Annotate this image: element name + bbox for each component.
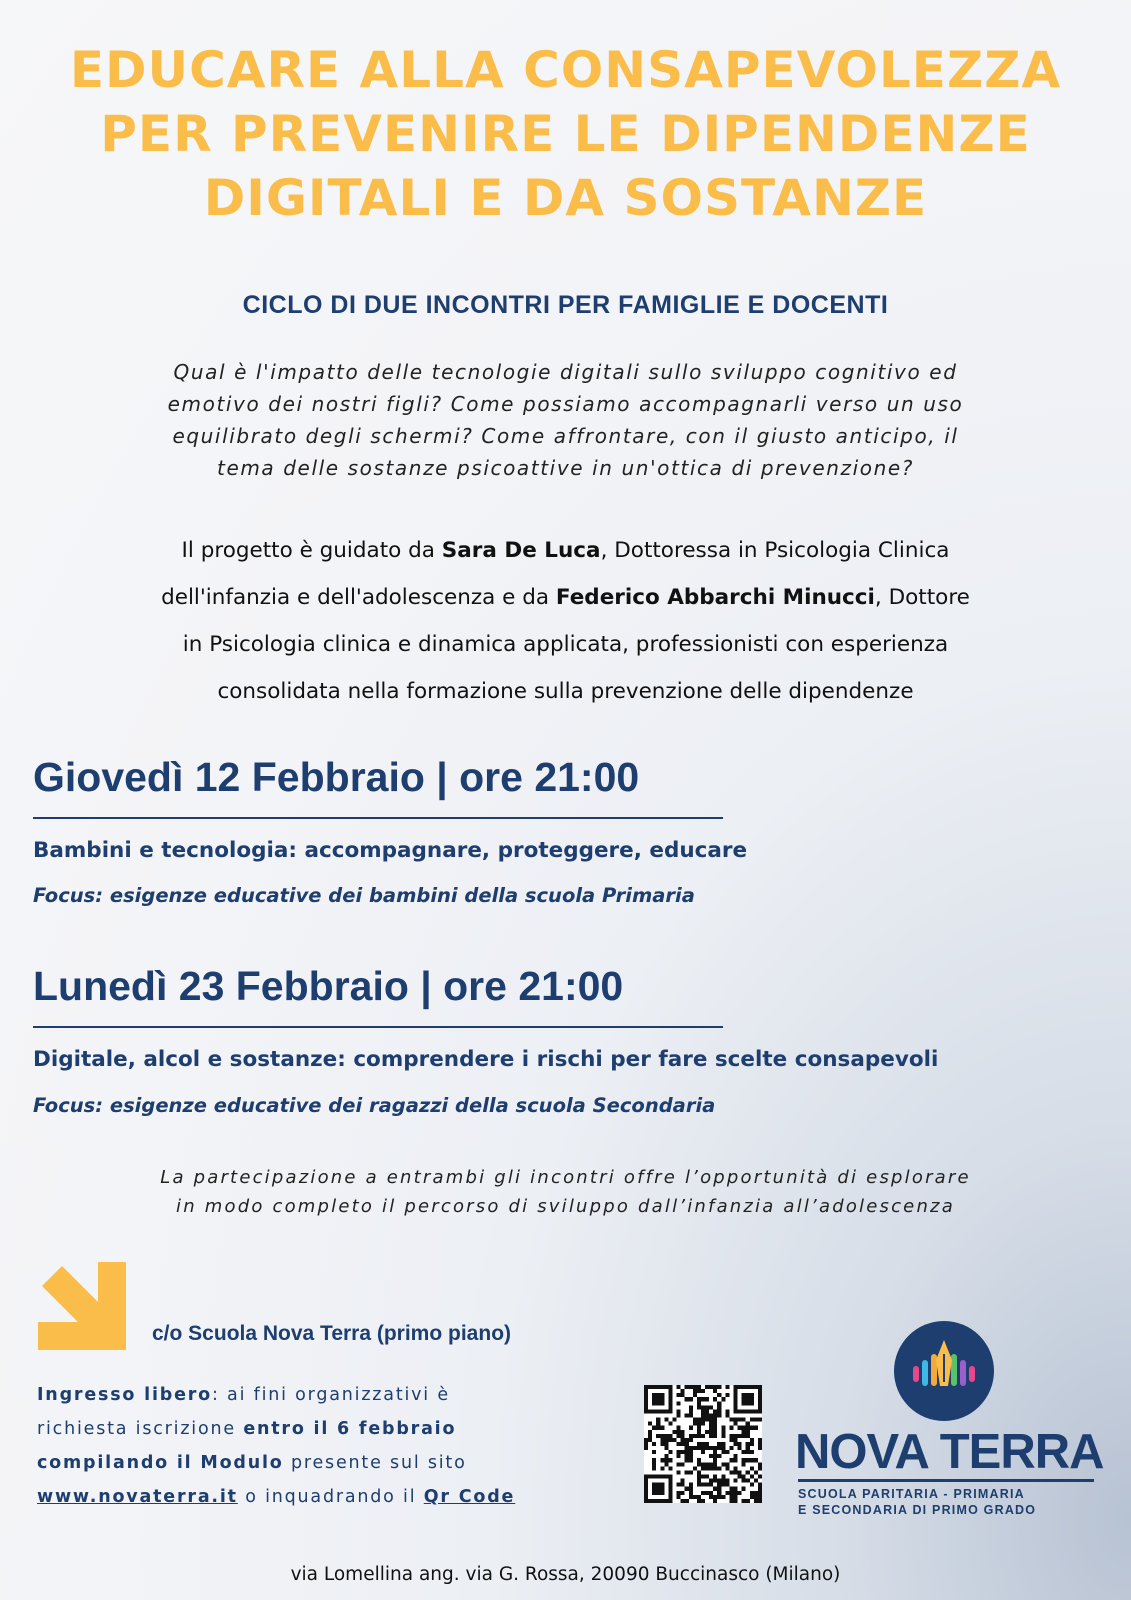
arrow-down-right-icon [38, 1262, 128, 1352]
registration-line-1 [37, 1378, 450, 1412]
address: via Lomellina ang. via G. Rossa, 20090 Buccinasco (Milano) [290, 1564, 841, 1585]
module-label: compilando il Modulo [37, 1453, 284, 1473]
question-line-2: emotivo dei nostri figli? Come possiamo accompagnarli verso un uso [167, 392, 964, 416]
registration-deadline: entro il 6 febbraio [243, 1419, 457, 1439]
presenters-line-1 [0, 527, 1131, 574]
registration-line-2 [37, 1412, 456, 1446]
event-2-title: Digitale, alcol e sostanze: comprendere i rischi per fare scelte consapevoli [33, 1047, 939, 1072]
logo-subtitle-line-2: E SECONDARIA DI PRIMO GRADO [798, 1503, 1037, 1517]
subtitle: CICLO DI DUE INCONTRI PER FAMIGLIE E DOCENTI [242, 291, 889, 319]
presenters-text: Il progetto è guidato da [181, 538, 442, 563]
poster-title-line-2: PER PREVENIRE LE DIPENDENZE [100, 105, 1031, 163]
registration-text: o inquadrando il [237, 1487, 424, 1507]
venue-name: c/o Scuola Nova Terra [152, 1322, 377, 1345]
qr-code-link[interactable]: Qr Code [423, 1487, 516, 1507]
registration-text: : ai fini organizzativi è [212, 1385, 450, 1405]
presenter-name-2: Federico Abbarchi Minucci [555, 585, 875, 610]
question-line-3: equilibrato degli schermi? Come affrontare, con il giusto anticipo, il [172, 424, 959, 448]
logo-subtitle-line-1 [798, 1486, 1025, 1502]
event-1-date: Giovedì 12 Febbraio | ore 21:00 [33, 754, 640, 800]
note-line-1: La partecipazione a entrambi gli incontri offre l’opportunità di esplorare [160, 1167, 971, 1188]
presenters-text: , Dottoressa in Psicologia Clinica [600, 538, 950, 563]
poster-title-line-1: EDUCARE ALLA CONSAPEVOLEZZA [69, 41, 1062, 99]
poster-title-line-3: DIGITALI E DA SOSTANZE [203, 169, 928, 227]
note-line-2: in modo completo il percorso di sviluppo dall’infanzia all’adolescenza [176, 1196, 955, 1217]
question-line-1: Qual è l'impatto delle tecnologie digitali sullo sviluppo cognitivo ed [173, 360, 958, 384]
registration-line-3 [37, 1446, 467, 1480]
qr-code-icon[interactable] [644, 1385, 762, 1503]
event-2-date: Lunedì 23 Febbraio | ore 21:00 [33, 963, 624, 1009]
registration-text: richiesta iscrizione [37, 1419, 244, 1439]
logo-name: NOVA TERRA [795, 1425, 1104, 1479]
logo-subtitle-text: SCUOLA PARITARIA - [798, 1487, 954, 1501]
presenters-text: , Dottore [874, 585, 970, 610]
event-1-title: Bambini e tecnologia: accompagnare, proteggere, educare [33, 838, 748, 863]
presenters-line-3: in Psicologia clinica e dinamica applicata, professionisti con esperienza [182, 632, 949, 657]
venue-line [152, 1322, 511, 1346]
logo-subtitle-primaria: PRIMARIA [953, 1487, 1025, 1501]
presenters-line-2 [0, 574, 1131, 621]
question-line-4: tema delle sostanze psicoattive in un'ottica di prevenzione? [217, 456, 914, 480]
presenter-name-1: Sara De Luca [441, 538, 601, 563]
logo-divider [798, 1479, 1094, 1482]
nova-terra-logo-icon [893, 1320, 995, 1422]
presenters-text: dell'infanzia e dell'adolescenza e da [161, 585, 556, 610]
event-2-divider [33, 1026, 723, 1028]
website-link[interactable]: www.novaterra.it [37, 1487, 238, 1507]
presenters-line-4: consolidata nella formazione sulla prevenzione delle dipendenze [217, 679, 914, 704]
event-1-focus: Focus: esigenze educative dei bambini della scuola Primaria [33, 884, 695, 907]
venue-floor: (primo piano) [376, 1322, 512, 1345]
registration-text: presente sul sito [283, 1453, 467, 1473]
registration-line-4 [37, 1480, 515, 1514]
event-2-focus: Focus: esigenze educative dei ragazzi della scuola Secondaria [33, 1094, 716, 1117]
free-entry-label: Ingresso libero [37, 1385, 212, 1405]
event-1-divider [33, 817, 723, 819]
